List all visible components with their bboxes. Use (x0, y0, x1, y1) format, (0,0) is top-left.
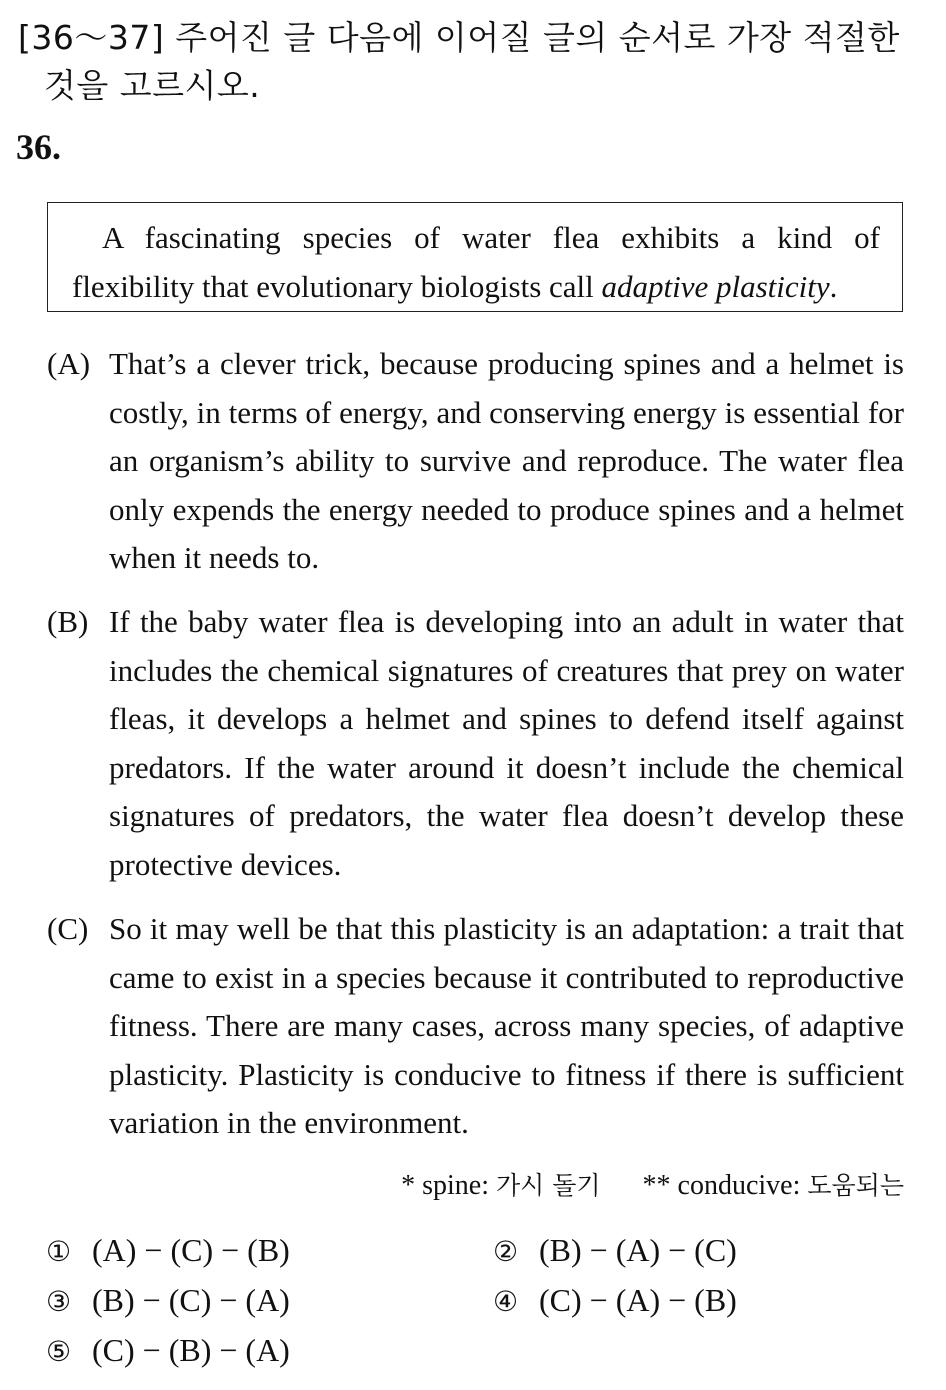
answer-choice-4[interactable] (493, 1282, 737, 1319)
instruction-line-1: [36～37] 주어진 글 다음에 이어질 글의 순서로 가장 적절한 (18, 18, 900, 57)
question-instruction (18, 14, 918, 110)
answer-choice-3[interactable] (46, 1282, 290, 1319)
choice-text: (C) − (A) − (B) (539, 1282, 737, 1318)
paragraph-b (47, 598, 904, 889)
choice-text: (B) − (C) − (A) (92, 1282, 290, 1318)
footnote-term: spine: (422, 1170, 489, 1201)
paragraph-label: (C) (47, 911, 89, 946)
given-text: A fascinating species of water flea exhibits a kind of flexibility that evolutionary biologists call (72, 220, 880, 304)
choice-number: ① (46, 1235, 72, 1268)
answer-choice-1[interactable] (46, 1232, 290, 1269)
choice-text: (C) − (B) − (A) (92, 1332, 290, 1368)
paragraph-text: So it may well be that this plasticity is an adaptation: a trait that came to exist in a species because it contributed to reproductive fitness. There are many cases, across many species, of adaptive plasticity. Plasticity is conducive to fitness if there is sufficient variation in the environment. (109, 911, 904, 1140)
choice-number: ② (493, 1235, 519, 1268)
paragraph-text: That’s a clever trick, because producing spines and a helmet is costly, in terms of energy, and conserving energy is essential for an organism’s ability to survive and reproduce. The water flea only expends the energy needed to produce spines and a helmet when it needs to. (109, 346, 904, 575)
paragraph-label: (A) (47, 346, 91, 381)
footnotes (401, 1166, 904, 1202)
choice-text: (B) − (A) − (C) (539, 1232, 737, 1268)
footnote-meaning: 가시 돌기 (495, 1171, 601, 1200)
answer-choice-5[interactable] (46, 1332, 290, 1369)
footnote-meaning: 도움되는 (807, 1171, 904, 1200)
paragraph-text: If the baby water flea is developing into an adult in water that includes the chemical signatures of creatures that prey on water fleas, it develops a helmet and spines to defend itself against predators. If the water around it doesn’t include the chemical signatures of predators, the water flea doesn’t develop these protective devices. (109, 604, 904, 882)
footnote-mark: * (401, 1170, 416, 1201)
choice-number: ④ (493, 1285, 519, 1318)
footnote-term: conducive: (677, 1170, 801, 1201)
given-text-end: . (829, 269, 838, 304)
choice-number: ⑤ (46, 1335, 72, 1368)
question-number: 36. (16, 127, 61, 167)
paragraph-c (47, 905, 904, 1148)
given-passage-box (47, 202, 903, 312)
footnote-mark: ** (642, 1170, 671, 1201)
answer-choice-2[interactable] (493, 1232, 737, 1269)
choice-text: (A) − (C) − (B) (92, 1232, 290, 1268)
paragraph-a (47, 340, 904, 583)
instruction-line-2: 것을 고르시오. (44, 66, 261, 105)
choice-number: ③ (46, 1285, 72, 1318)
paragraph-label: (B) (47, 604, 89, 639)
given-italic-term: adaptive plasticity (601, 269, 830, 304)
